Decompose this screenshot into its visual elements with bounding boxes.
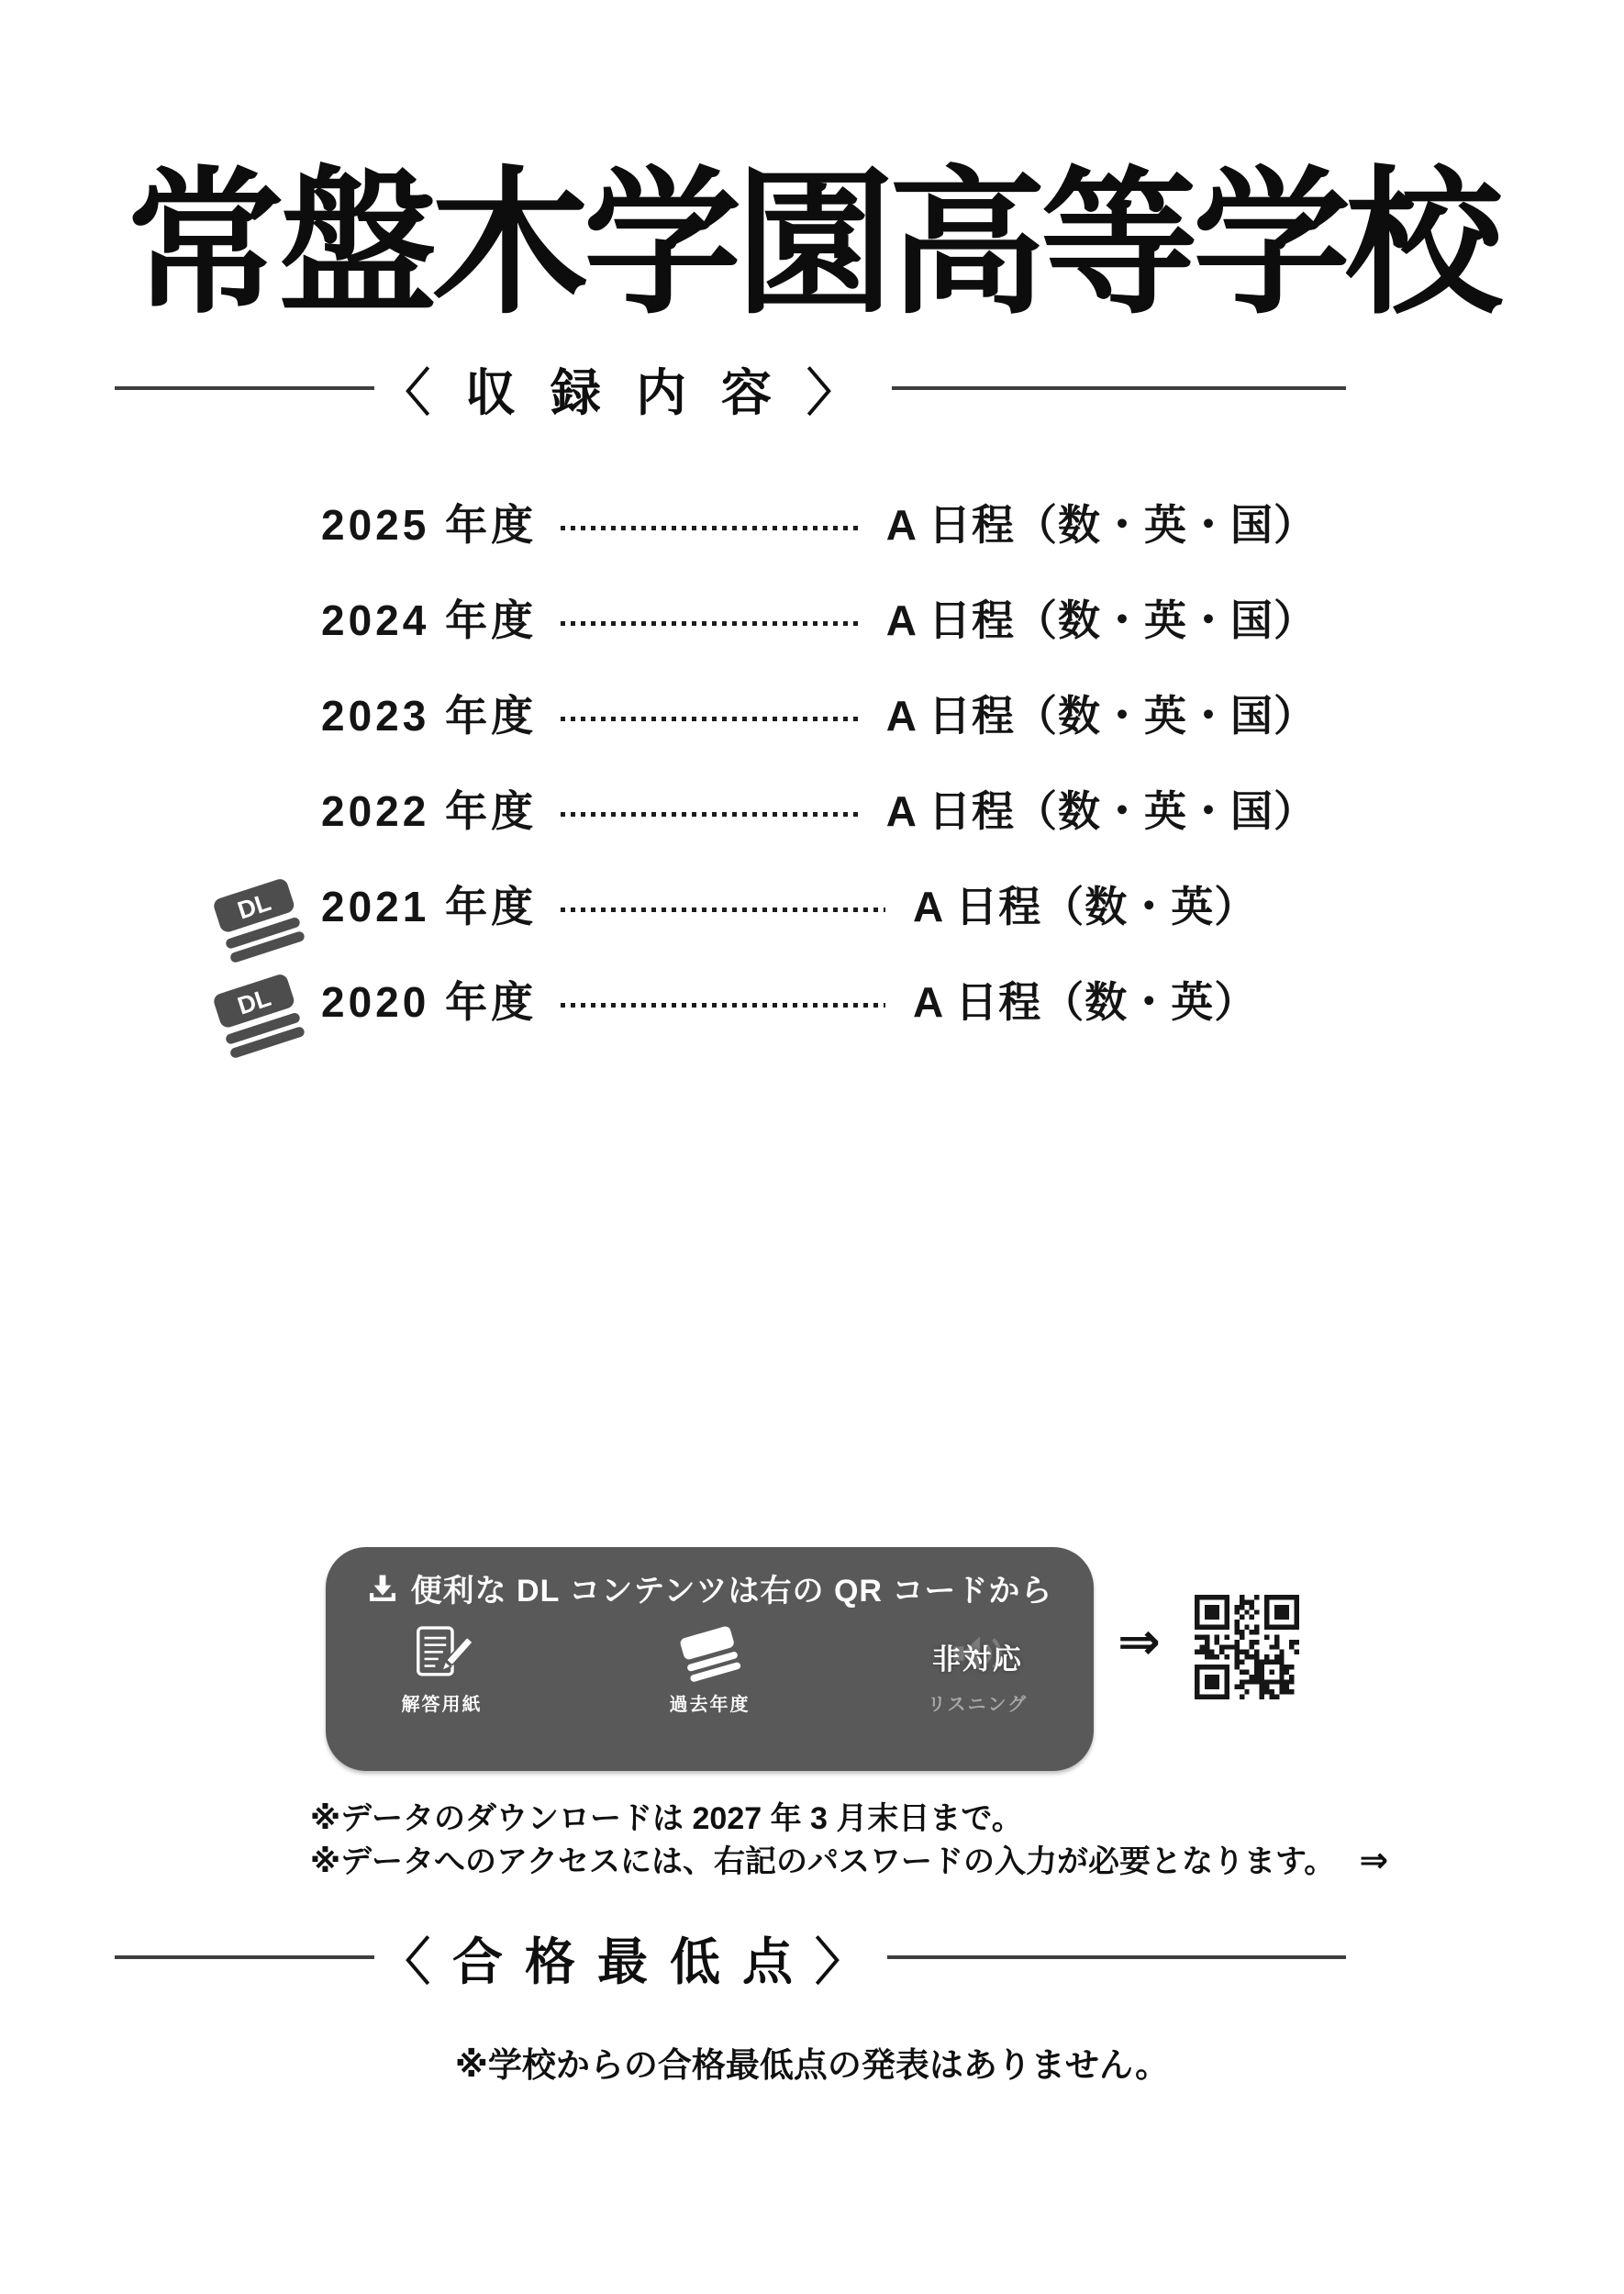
page-title: 常盤木学園高等学校 [127,156,1497,332]
row-year: 2020 年度 [321,978,538,1026]
qr-pointer-arrow: ⇒ [1118,1612,1161,1670]
dotted-leader [561,908,885,912]
dl-item-past-years [605,1623,816,1716]
contents-row [234,975,1317,1026]
dl-box-icons-row [326,1623,1094,1716]
heading-rule-left [115,386,374,390]
contents-row [321,689,1317,740]
download-note-line1: ※データのダウンロードは 2027 年 3 月末日まで。 [310,1801,1023,1836]
download-note-line2-text: ※データへのアクセスには、右記のパスワードの入力が必要となります。 [310,1844,1336,1880]
row-year: 2023 年度 [321,692,538,740]
min-score-note: ※学校からの合格最低点の発表はありません。 [454,2046,1170,2084]
row-year: 2024 年度 [321,596,538,644]
row-year: 2022 年度 [321,787,538,835]
listening-label: リスニング [927,1695,1029,1715]
dotted-leader [561,812,859,817]
download-notes [310,1798,1388,1885]
row-exam-detail: A 日程（数・英） [913,978,1258,1026]
heading-rule-left [115,1955,374,1959]
row-year: 2021 年度 [321,883,538,930]
row-exam-detail: A 日程（数・英） [913,883,1258,930]
answer-sheet-label: 解答用紙 [401,1695,483,1715]
dl-books-icon [211,874,306,968]
password-pointer-arrow: ⇒ [1359,1842,1389,1881]
contents-list [234,498,1317,1071]
dl-contents-box [326,1547,1094,1771]
dl-box-heading [326,1565,1094,1610]
past-years-books-icon [677,1623,743,1684]
dotted-leader [561,717,859,721]
min-score-section-heading [115,1923,1346,1991]
contents-heading-text: 〈収録内容〉 [380,363,893,421]
row-year: 2025 年度 [321,501,538,549]
heading-rule-right [892,386,1346,390]
download-icon [367,1573,398,1604]
contents-section-heading [115,354,1346,422]
svg-text:DL: DL [234,983,274,1020]
download-note-line2 [310,1839,1388,1884]
row-exam-detail: A 日程（数・英・国） [885,596,1317,644]
min-score-heading-text: 〈合格最低点〉 [380,1932,888,1990]
dl-item-listening [873,1623,1084,1716]
dl-box-heading-text: 便利な DL コンテンツは右の QR コードから [410,1574,1053,1609]
dl-books-icon [211,970,306,1063]
qr-code [1193,1595,1301,1699]
contents-row [234,880,1317,930]
answer-sheet-icon [412,1622,473,1685]
contents-row [321,498,1317,549]
heading-rule-right [887,1955,1346,1959]
row-exam-detail: A 日程（数・英・国） [885,501,1317,549]
svg-text:DL: DL [234,887,274,925]
dotted-leader [561,526,859,530]
not-supported-stamp: 非対応 [932,1643,1023,1676]
contents-row [321,594,1317,644]
row-exam-detail: A 日程（数・英・国） [885,787,1317,835]
contents-row [321,785,1317,835]
past-years-label: 過去年度 [669,1695,751,1715]
dotted-leader [561,1003,885,1008]
dotted-leader [561,621,859,626]
row-exam-detail: A 日程（数・英・国） [885,692,1317,740]
dl-item-answer-sheet [337,1623,548,1716]
